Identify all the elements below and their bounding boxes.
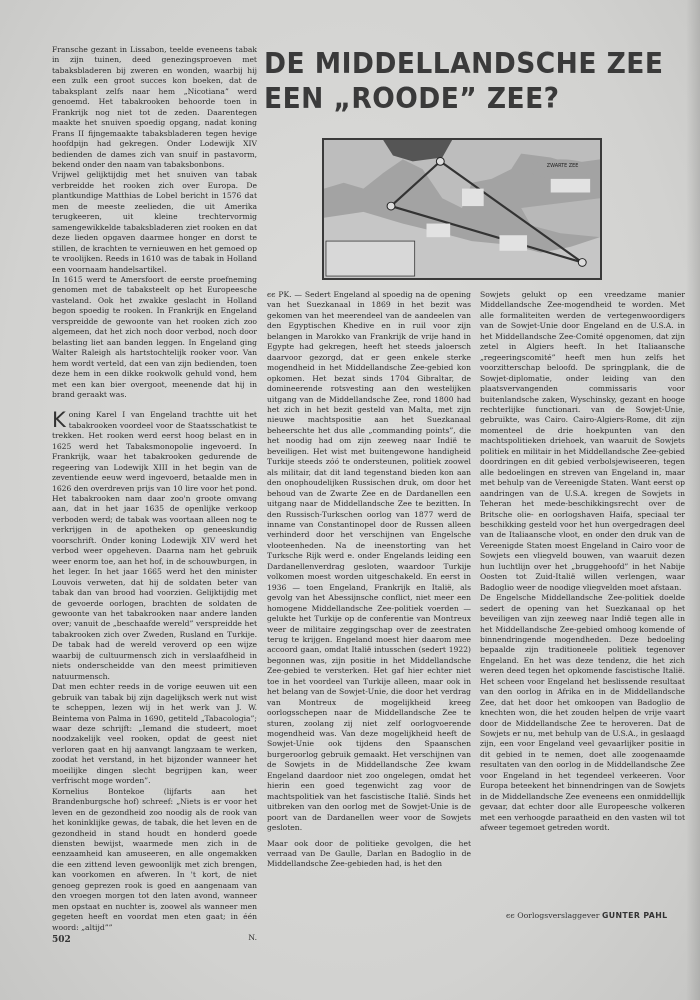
map-graphic <box>324 140 600 278</box>
headline-line-2: EEN „ROODE” ZEE? <box>264 82 560 115</box>
paragraph: Fransche gezant in Lissabon, teelde eveneens tabak in zijn tuinen, deed genezingsproeven met tabaksbladeren bij zweren en wonden, waarbij hij een zulk een groot succes kon boeken, dat de tabaksplant zelfs naar hem „Nicotiana” werd genoemd. Het tabakrooken behoorde toen in Frankrijk nog niet tot de zeden. Daarentegen maakte het snuiven spoedig opgang, nadat koning Frans II fijngemaakte tabaksbladeren tegen hevige hoofdpijn had gekregen. Onder Lodewijk XIV bedienden de dames zich van snuif in pastavorm, bekend onder den naam van tabaksbonbons. <box>52 45 257 169</box>
right-column <box>480 290 685 834</box>
map-marker-algiers <box>387 202 395 210</box>
page-number: 502 <box>52 935 71 945</box>
left-column <box>52 45 257 944</box>
mediterranean-map <box>322 138 602 280</box>
middle-column <box>267 290 471 870</box>
map-annotation-box <box>499 235 527 251</box>
paragraph: Maar ook door de politieke gevolgen, die het verraad van De Gaulle, Darlan en Badoglio in de Middellandsche Zee-gebieden had, is het den <box>267 838 471 869</box>
article-headline <box>264 46 664 116</box>
map-annotation-box <box>427 224 451 238</box>
paragraph: Sowjets gelukt op een vreedzame manier Middellandsche Zee-mogendheid te worden. Met alle formaliteiten werden de vertegenwoordigers van de Sowjet-Unie door Engeland en de U.S.A. in het Middellandsche Zee-Comité opgenomen, dat zijn zetel in Algiers heeft. In het Italiaansche „regeeringscomité” heeft men hun zelfs het voorzitterschap beloofd. De springplank, die de Sowjet-diplomatie, onder leiding van den plaatsvervangenden commissaris voor buitenlandsche zaken, Wyschinsky, gezant en hooge rechterlijke functionari. van de Sowjet-Unie, gebruikte, was Cairo. Cairo-Algiers-Rome, dit zijn momenteel de drie hoekpunten van den machtspolitieken driehoek, van waaruit de Sowjets politiek en militair in het Middellandsche Zee-gebied doordringen en dit gebied verbolsjewiseeren, tegen alle bedoelingen en streven van Engeland in, maar met behulp van de Vereenigde Staten. Want eerst op aandringen van de U.S.A. kregen de Sowjets in Teheran het mede-beschikkingsrecht over de Britsche olie- en oorlogshaven Haifa, speciaal ter beschikking gesteld voor het hun overgedragen deel van de Italiaansche vloot, en onder den druk van de Vereenigde Staten moest Engeland in Cairo voor de Sowjets een vliegveld bouwen, van waaruit dezen hun luchtlijn over het „bruggehoofd” in het Nabije Oosten tot Zuid-Italië willen verlengen, waar Badoglio weer de noodige vliegvelden moet afstaan. <box>480 290 685 592</box>
map-label-black-sea: ZWARTE ZEE <box>546 163 579 170</box>
map-annotation-box <box>462 189 484 206</box>
paragraph: De Engelsche Middellandsche Zee-politiek doelde sedert de opening van het Suezkanaal op het beveiligen van zijn zeeweg naar Indië tegen alle in het Middellandsche Zee-gebied omhoog komende of binnendringende mogendheden. Deze bedoeling bepaalde zijn traditioneele politiek tegenover Engeland. En het was deze tendenz, die het zich weren deed tegen het opkomende fascistische Italië. Het scheen voor Engeland het beslissende resultaat van den oorlog in Afrika en in de Middellandsche Zee, dat het door het omkoopen van Badoglio de knechten won, die het zouden helpen de vrije vaart door de Middellandsche Zee te heroveren. Dat de Sowjets er nu, met behulp van de U.S.A., in geslaagd zijn, een voor Engeland veel gevaarlijker positie in dit gebied in te nemen, doet alle zoogenaamde resultaten van den oorlog in de Middellandsche Zee voor Engeland in het tegendeel verkeeren. Voor Europa beteekent het binnendringen van de Sowjets in de Middellandsche Zee eveneens een onmiddellijk gevaar, dat echter door alle Europeesche volkeren met een verhoogde paraatheid en den vasten wil tot afweer tegemoet getreden wordt. <box>480 593 685 833</box>
page-edge-shadow <box>686 0 700 1000</box>
map-marker-cairo <box>578 259 586 267</box>
paragraph: ϵϵ PK. — Sedert Engeland al spoedig na de opening van het Suezkanaal in 1869 in het bezit was gekomen van het meerendeel van de aandeelen van den Egyptischen Khedive en in ruil voor zijn belangen in Marokko van Frankrijk de vrije hand in Egypte had gekregen, heeft het steeds jaloersch daarvoor gezorgd, dat er geen enkele sterke mogendheid in het Middellandsche Zee-gebied kon opkomen. Het bezat sinds 1704 Gibraltar, de domineerende rotsvesting aan den westelijken uitgang van de Middellandsche Zee, rond 1800 had het zich in het bezit gesteld van Malta, met zijn nieuwe machtspositie aan het Suezkanaal beheerschte het dus alle „commanding points”, die het noodig had om zijn zeeweg naar Indië te beveiligen. Het wist met buitengewone handigheid Turkije steeds zóó te ondersteunen, politiek zoowel als militair, dat dit land tegenstand bieden kon aan den onophoudelijken Russischen druk, om door het behoud van de Zwarte Zee en de Dardanellen een uitgang naar de Middellandsche Zee te bezitten. In den Russisch-Turkschen oorlog van 1877 werd de inname van Constantinopel door de Russen alleen verhinderd door het verschijnen van Engelsche vlooteenheden. Na de ineenstorting van het Turksche Rijk werd e. onder Engelands leiding een Dardanellenverdrag gesloten, waardoor Turkije volkomen moest worden uitgeschakeld. En eerst in 1936 — toen Engeland, Frankrijk en Italië, als gevolg van het Abessijnsche conflict, niet meer een homogene Middellandsche Zee-politiek voerden — gelukte het Turkije op de conferentie van Montreux weer de militaire zeggingschap over de zeestraten terug te krijgen. Engeland moest hier daarom mee accoord gaan, omdat Italië intusschen (sedert 1922) begonnen was, zijn positie in het Middellandsche Zee-gebied te versterken. Het gaf hier echter niet toe in het voordeel van Turkije alleen, maar ook in het belang van de Sowjet-Unie, die door het verdrag van Montreux de mogelijkheid kreeg oorlogsschepen naar de Middellandsche Zee te sturen, zoolang zij niet zelf oorlogvoerende mogendheid was. Van deze mogelijkheid heeft de Sowjet-Unie ook tijdens den Spaanschen burgeroorlog gebruik gemaakt. Het verschijnen van de Sowjets in de Middellandsche Zee kwam Engeland daardoor niet zoo ongelegen, omdat het hierin een goed tegenwicht zag voor de machtspolitiek van het fascistische Italië. Sinds het uitbreken van den oorlog met de Sowjet-Unie is de poort van de Dardanellen weer voor de Sowjets gesloten. <box>267 290 471 833</box>
byline-author: GUNTER PAHL <box>601 911 668 920</box>
paragraph: Vrijwel gelijktijdig met het snuiven van tabak verbreidde het rooken zich over Europa. De plantkundige Matthias de Lobel bericht in 1576 dat men de meeste zeelieden, die uit Amerika terugkeeren, uit kleine trechtervormig samengewikkelde tabaksbladeren ziet rooken en dat deze lieden opgaven daarmee honger en dorst te stillen, de krachten te vernieuwen en het gemoed op te vroolijken. Reeds in 1610 was de tabak in Holland een voornaam handelsartikel. <box>52 170 257 274</box>
map-annotation-box <box>551 179 590 193</box>
map-legend <box>326 241 415 276</box>
paragraph-with-dropcap <box>52 410 257 682</box>
paragraph-text: oning Karel I van Engeland trachtte uit het tabakrooken voordeel voor de Staatsschatkist te trekken. Het rooken werd eerst hoog belast en in 1625 werd het Tabaksmonopolie ingevoerd. In Frankrijk, waar het tabakrooken gedurende de regeering van Lodewijk XIII in het begin van de zeventiende eeuw werd ingevoerd, betaalde men in 1626 den overdreven prijs van 10 lire voor het pond. Het tabakrooken nam daar zoo'n groote omvang aan, dat in het jaar 1635 de openlijke verkoop verboden werd; de tabak was voortaan alleen nog te verkrijgen in de apotheken op geneeskundig voorschrift. Onder koning Lodewijk XIV werd het verbod weer opgeheven. Daarna nam het gebruik weer enorm toe, aan het hof, in de schouwburgen, in het leger. In het jaar 1665 werd het den minister Louvois verweten, dat hij de soldaten beter van tabak dan van brood had voorzien. Gelijktijdig met de gevoerde oorlogen, brachten de soldaten de gewoonte van het tabakrooken naar andere landen over; vanuit de „beschaafde wereld” verspreidde het tabakrooken zich over Zweden, Rusland en Turkije. De tabak had de wereld veroverd op een wijze waarbij de cultuurmensch zich in verslaafdheid in niets onderscheidde van den meest primitieven natuurmensch. <box>52 410 257 681</box>
author-initial: N. <box>248 933 257 943</box>
byline-prefix: Oorlogsverslaggever <box>517 911 600 920</box>
drop-cap: K <box>52 408 66 433</box>
paragraph: Dat men echter reeds in de vorige eeuwen uit een gebruik van tabak bij zijn dagelijksch werk nut wist te scheppen, lezen wij in het werk van J. W. Beintema von Palma in 1690, getiteld „Tabacologia”; waar deze schrijft: „Iemand die studeert, moet noodzakelijk veel rooken, opdat de geest niet verloren gaat en hij aanvangt langzaam te werken, zoodat het verstand, in het bijzonder wanneer het moeilijke dingen slecht begrijpen kan, weer verfrischt moge worden”. <box>52 682 257 786</box>
paragraph: Kornelius Bontekoe (lijfarts aan het Brandenburgsche hof) schreef: „Niets is er voor het leven en de gezondheid zoo noodig als de rook van het koninklijke gewas, de tabak, die het leven en de gezondheid in stand houdt en honderd goede diensten bewijst, waarmede men zich in de eenzaamheid kan amuseeren, en alle ongemakken die een zittend leven gewoonlijk met zich brengen, kan voorkomen en afweren. In 't kort, de niet genoeg geprezen rook is goed en aangenaam van den vroegen morgen tot den laten avond, wanneer men opstaat en nuchter is, zoowel als wanneer men gegeten heeft en voordat men eten gaat; in één woord: „altijd”” <box>52 786 257 932</box>
paragraph: In 1615 werd te Amersfoort de eerste proefneming genomen met de tabaksteelt op het Europeesche vasteland. Ook het zwakke geslacht in Holland begon spoedig te rooken. In Frankrijk en Engeland verspreidde de gewoonte van het rooken zich zoo algemeen, dat het zich noch door verbod, noch door belasting liet aan banden leggen. In Engeland ging Walter Raleigh als hartstochtelijk rooker voor. Van hem wordt verteld, dat een van zijn bedienden, toen deze hem in een dikke rookwolk gehuld vond, hem met een kan bier overgoot, meenende dat hij in brand geraakt was. <box>52 274 257 399</box>
ss-symbol: ϵϵ <box>506 911 515 920</box>
map-marker-rome <box>436 157 444 165</box>
headline-line-1: DE MIDDELLANDSCHE ZEE <box>264 47 664 80</box>
article-byline <box>506 911 667 920</box>
section-gap <box>52 400 257 410</box>
